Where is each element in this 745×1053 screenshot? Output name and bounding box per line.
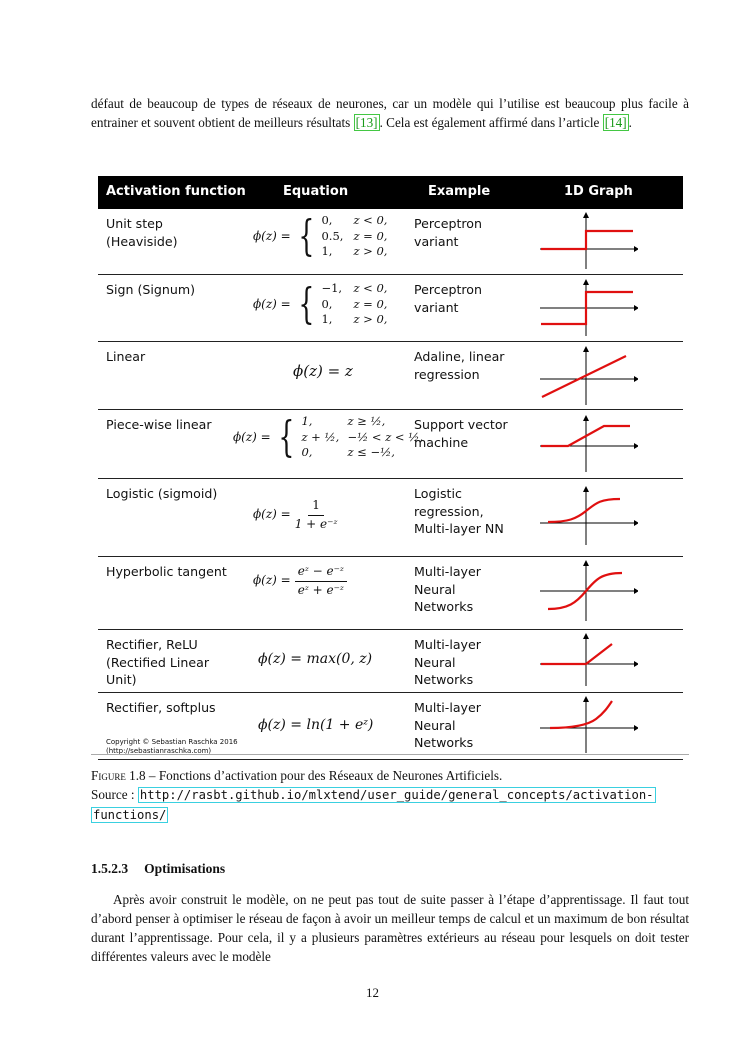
eq-lhs: ϕ(z) = [253, 507, 291, 522]
fn-name: Rectifier, ReLU (Rectified Linear Unit) [106, 637, 210, 687]
header-1d-graph: 1D Graph [564, 184, 633, 199]
fn-name: Hyperbolic tangent [106, 564, 227, 579]
equation [253, 497, 337, 533]
intro-text-3: . [628, 115, 632, 130]
example: Support vector machine [414, 417, 508, 450]
example: Perceptron variant [414, 282, 482, 315]
row-piecewise-linear [98, 410, 683, 479]
fn-name: Logistic (sigmoid) [106, 486, 218, 501]
case-val: 1, [321, 244, 333, 258]
row-hyperbolic-tangent [98, 557, 683, 630]
figure-caption [91, 766, 691, 825]
case-val: 1, [301, 414, 313, 428]
case-val: 1, [321, 312, 333, 326]
fn-name: Linear [106, 349, 146, 364]
row-linear [98, 342, 683, 410]
case-cond: z > 0, [353, 244, 388, 258]
unit-step-graph [538, 211, 638, 271]
citation-14[interactable]: [14] [604, 115, 627, 130]
body-paragraph: Après avoir construit le modèle, on ne peut pas tout de suite passer à l’étape d’apprentissage. Il faut tout d’abord penser à optimiser le réseau de façon à avoir un meilleur temps de calcul et un maximum de bon résultat durant l’apprentissage. Pour cela, il y a plusieurs paramètres extérieurs au réseau pour lesquels on doit tester différentes valeurs avec le modèle [91, 892, 689, 964]
header-equation: Equation [283, 184, 349, 199]
source-label: Source : [91, 787, 138, 802]
case-val: −1, [321, 281, 343, 295]
case-cond: z < 0, [353, 281, 388, 295]
case-val: 0, [301, 445, 313, 459]
logistic-graph [538, 485, 638, 547]
equation: ϕ(z) = max(0, z) [258, 651, 373, 667]
example: Logistic regression, Multi-layer NN [414, 486, 504, 536]
section-heading [91, 861, 225, 877]
example: Multi-layer Neural Networks [414, 637, 481, 687]
case-cond: z = 0, [353, 296, 388, 311]
table-header [98, 176, 683, 209]
piecewise-linear-graph [538, 414, 638, 474]
equation: ϕ(z) = z [293, 362, 353, 380]
eq-lhs: ϕ(z) = [253, 228, 291, 243]
equation: ϕ(z) = ln(1 + eᶻ) [258, 717, 374, 733]
intro-text: défaut de beaucoup de types de réseaux de neurones, car un modèle qui l’utilise est beaucoup plus facile à entrainer et souvent obtient de meilleurs résultats [91, 96, 689, 130]
equation [253, 563, 347, 599]
intro-paragraph [91, 94, 689, 132]
page-number: 12 [366, 985, 379, 1000]
case-val: 0, [321, 296, 333, 311]
figure-label: Figure 1.8 [91, 768, 146, 783]
copyright-url: (http://sebastianraschka.com) [106, 747, 212, 755]
section-number: 1.5.2.3 [91, 861, 129, 876]
eq-lhs: ϕ(z) = [233, 429, 271, 444]
source-url-link-cont[interactable]: functions/ [93, 808, 167, 822]
eq-lhs: ϕ(z) = [253, 573, 291, 588]
eq-numerator: 1 [308, 497, 324, 516]
copyright-line: Copyright © Sebastian Raschka 2016 [106, 738, 238, 746]
example: Adaline, linear regression [414, 349, 505, 382]
row-unit-step [98, 209, 683, 275]
fn-name: Piece-wise linear [106, 417, 212, 432]
eq-denominator: eᶻ + e⁻ᶻ [297, 582, 344, 597]
case-cond: z < 0, [353, 213, 388, 227]
header-activation-function: Activation function [106, 184, 246, 199]
case-val: 0.5, [321, 228, 344, 243]
fn-name: Sign (Signum) [106, 282, 196, 297]
row-signum [98, 275, 683, 342]
example: Multi-layer Neural Networks [414, 700, 481, 750]
case-val: z + ½, [301, 429, 340, 444]
equation: ϕ(z) = { 1, z ≥ ½, z + ½, −½ < z < ½, 0, z ≤ −½, [233, 412, 424, 462]
softplus-graph [538, 695, 638, 755]
fn-name: Unit step (Heaviside) [106, 216, 178, 249]
eq-denominator: 1 + e⁻ᶻ [294, 516, 338, 531]
equation: ϕ(z) = { −1, z < 0, 0, z = 0, 1, z > 0, [253, 279, 388, 329]
example: Perceptron variant [414, 216, 482, 249]
source-url-link[interactable]: http://rasbt.github.io/mlxtend/user_guide/general_concepts/activation- [139, 788, 654, 802]
example: Multi-layer Neural Networks [414, 564, 481, 614]
linear-graph [538, 345, 638, 407]
eq-lhs: ϕ(z) = [253, 296, 291, 311]
citation-13[interactable]: [13] [355, 115, 378, 130]
row-relu [98, 630, 683, 693]
tanh-graph [538, 559, 638, 623]
caption-text: – Fonctions d’activation pour des Réseaux de Neurones Artificiels. [145, 768, 503, 783]
eq-numerator: eᶻ − e⁻ᶻ [295, 563, 347, 582]
case-cond: −½ < z < ½, [347, 429, 424, 444]
row-softplus [98, 693, 683, 760]
activation-table [98, 176, 683, 760]
section-title: Optimisations [144, 861, 226, 876]
signum-graph [538, 278, 638, 338]
header-example: Example [428, 184, 491, 199]
case-cond: z ≤ −½, [347, 445, 395, 459]
intro-text-2: . Cela est également affirmé dans l’article [379, 115, 603, 130]
row-logistic [98, 479, 683, 557]
equation: ϕ(z) = { 0, z < 0, 0.5, z = 0, 1, z > 0, [253, 211, 388, 261]
case-cond: z ≥ ½, [347, 414, 386, 428]
case-cond: z > 0, [353, 312, 388, 326]
figure-divider [91, 754, 689, 755]
fn-name: Rectifier, softplus [106, 700, 216, 715]
case-cond: z = 0, [353, 228, 388, 243]
case-val: 0, [321, 213, 333, 227]
relu-graph [538, 632, 638, 688]
